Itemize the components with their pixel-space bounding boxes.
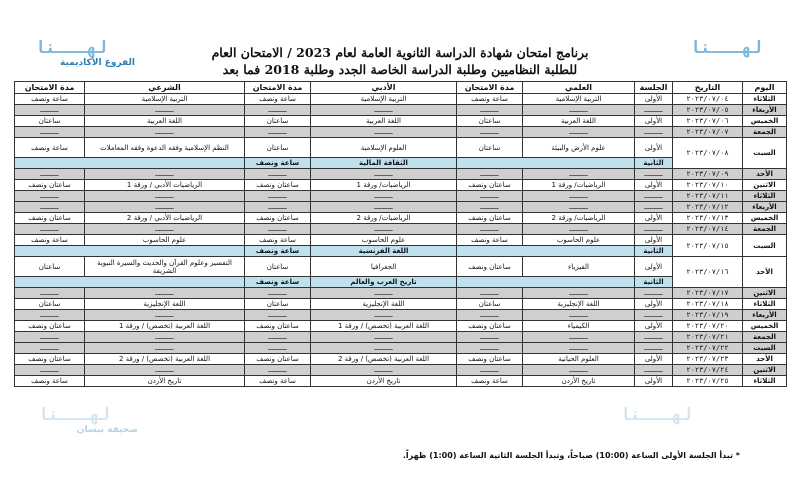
day-cell: الثلاثاء: [743, 191, 787, 202]
literary-subject-cell: علوم الحاسوب: [311, 235, 457, 246]
day-cell: الجمعة: [743, 127, 787, 138]
session-cell: الأولى: [635, 299, 673, 310]
sharia-subject-cell: التفسير وعلوم القرآن والحديث والسيرة النبوية الشريفة: [85, 257, 245, 277]
table-row-second-session: [15, 277, 787, 288]
scientific-subject-cell: اللغة العربية: [523, 116, 635, 127]
sharia-duration-cell: ساعتان: [15, 116, 85, 127]
shar_dur-cell: ـــــــــ: [15, 191, 85, 202]
session-cell: ـــــــــ: [635, 191, 673, 202]
lit_dur-cell: ـــــــــ: [245, 332, 311, 343]
sharia-subject-cell: اللغة العربية: [85, 116, 245, 127]
session-cell: ـــــــــ: [635, 332, 673, 343]
table-row: [15, 191, 787, 202]
session-cell: الثانية: [635, 158, 673, 169]
blank-cell: [457, 246, 635, 257]
session-cell: ـــــــــ: [635, 343, 673, 354]
table-row: [15, 213, 787, 224]
session-cell: الأولى: [635, 321, 673, 332]
table-row: [15, 257, 787, 277]
sci-cell: ـــــــــ: [523, 127, 635, 138]
literary-duration-cell: ساعتان: [245, 138, 311, 158]
date-cell: ٢٠٢٣/٠٧/٠٦: [673, 116, 743, 127]
literary-subject-cell: اللغة العربية (تخصص) / ورقة 2: [311, 354, 457, 365]
literary-subject-cell: العلوم الإسلامية: [311, 138, 457, 158]
sci-cell: ـــــــــ: [523, 191, 635, 202]
session-cell: ـــــــــ: [635, 202, 673, 213]
shar-cell: ـــــــــ: [85, 310, 245, 321]
date-cell: ٢٠٢٣/٠٧/٠٨: [673, 138, 743, 169]
header-literary: الأدبي: [311, 82, 457, 94]
scientific-subject-cell: الكيمياء: [523, 321, 635, 332]
day-cell: الأربعاء: [743, 105, 787, 116]
session-cell: الأولى: [635, 116, 673, 127]
literary-subject-cell: التربية الإسلامية: [311, 94, 457, 105]
shar_dur-cell: ـــــــــ: [15, 105, 85, 116]
sharia-subject-cell: تاريخ الأردن: [85, 376, 245, 387]
sci-cell: ـــــــــ: [523, 310, 635, 321]
day-cell: السبت: [743, 343, 787, 354]
date-cell: ٢٠٢٣/٠٧/١٠: [673, 180, 743, 191]
logo-left: [35, 38, 135, 78]
day-cell: الثلاثاء: [743, 299, 787, 310]
schedule-table: [14, 81, 787, 387]
literary-subject-cell: اللغة العربية (تخصص) / ورقة 1: [311, 321, 457, 332]
scientific-subject-cell: الرياضيات/ ورقة 2: [523, 213, 635, 224]
sci-cell: ـــــــــ: [523, 343, 635, 354]
sci_dur-cell: ـــــــــ: [457, 202, 523, 213]
date-cell: ٢٠٢٣/٠٧/١٢: [673, 202, 743, 213]
session-cell: الأولى: [635, 94, 673, 105]
session-cell: ـــــــــ: [635, 310, 673, 321]
literary-subject-cell: الرياضيات/ ورقة 2: [311, 213, 457, 224]
table-row: [15, 343, 787, 354]
header-date: التاريخ: [673, 82, 743, 94]
blank-cell: [457, 158, 635, 169]
sharia-subject-cell: الرياضيات الأدبي / ورقة 2: [85, 213, 245, 224]
lit-cell: ـــــــــ: [311, 310, 457, 321]
sharia-subject-cell: اللغة العربية (تخصص) / ورقة 2: [85, 354, 245, 365]
day-cell: الثلاثاء: [743, 94, 787, 105]
date-cell: ٢٠٢٣/٠٧/١٨: [673, 299, 743, 310]
table-row: [15, 180, 787, 191]
date-cell: ٢٠٢٣/٠٧/٢٥: [673, 376, 743, 387]
shar_dur-cell: ـــــــــ: [15, 224, 85, 235]
scientific-subject-cell: الرياضيات/ ورقة 1: [523, 180, 635, 191]
sharia-subject-cell: اللغة العربية (تخصص) / ورقة 1: [85, 321, 245, 332]
sharia-duration-cell: ساعتان ونصف: [15, 354, 85, 365]
sharia-subject-cell: علوم الحاسوب: [85, 235, 245, 246]
shar-cell: ـــــــــ: [85, 288, 245, 299]
sci_dur-cell: ـــــــــ: [457, 127, 523, 138]
sharia-duration-cell: ساعة ونصف: [15, 376, 85, 387]
day-cell: الثلاثاء: [743, 376, 787, 387]
shar_dur-cell: ـــــــــ: [15, 288, 85, 299]
literary-subject-cell: الثقافة المالية: [311, 158, 457, 169]
date-cell: ٢٠٢٣/٠٧/١٧: [673, 288, 743, 299]
day-cell: الجمعة: [743, 332, 787, 343]
lit-cell: ـــــــــ: [311, 191, 457, 202]
table-row: [15, 332, 787, 343]
watermark-left-mark: لهـــنا: [38, 405, 110, 425]
lit_dur-cell: ـــــــــ: [245, 365, 311, 376]
date-cell: ٢٠٢٣/٠٧/٢٤: [673, 365, 743, 376]
day-cell: السبت: [743, 138, 787, 169]
title-line-1: برنامج امتحان شهادة الدراسة الثانوية العامة لعام 2023 / الامتحان العام: [211, 45, 589, 60]
scientific-duration-cell: ساعتان: [457, 116, 523, 127]
day-cell: الأحد: [743, 354, 787, 365]
literary-subject-cell: الجغرافيا: [311, 257, 457, 277]
session-cell: ـــــــــ: [635, 365, 673, 376]
day-cell: الأربعاء: [743, 202, 787, 213]
sharia-duration-cell: ساعتان: [15, 257, 85, 277]
date-cell: ٢٠٢٣/٠٧/٠٧: [673, 127, 743, 138]
date-cell: ٢٠٢٣/٠٧/١٣: [673, 213, 743, 224]
shar_dur-cell: ـــــــــ: [15, 343, 85, 354]
table-row: [15, 310, 787, 321]
shar-cell: ـــــــــ: [85, 191, 245, 202]
scientific-subject-cell: اللغة الإنجليزية: [523, 299, 635, 310]
watermark-left-sub: صحيفة نيسان: [76, 425, 138, 435]
sci-cell: ـــــــــ: [523, 224, 635, 235]
table-row: [15, 127, 787, 138]
literary-duration-cell: ساعة ونصف: [245, 235, 311, 246]
literary-duration-cell: ساعة ونصف: [245, 277, 311, 288]
scientific-subject-cell: الفيزياء: [523, 257, 635, 277]
footnote: * تبدأ الجلسة الأولى الساعة (10:00) صباحاً، وتبدأ الجلسة الثانية الساعة (1:00) ظهراً.: [402, 451, 740, 460]
scientific-duration-cell: ساعتان ونصف: [457, 180, 523, 191]
sharia-duration-cell: ساعتان ونصف: [15, 321, 85, 332]
watermark-right-mark: لهـــنا: [620, 405, 692, 425]
blank-cell: [15, 246, 245, 257]
literary-duration-cell: ساعة ونصف: [245, 94, 311, 105]
scientific-duration-cell: ساعتان ونصف: [457, 321, 523, 332]
lit-cell: ـــــــــ: [311, 365, 457, 376]
date-cell: ٢٠٢٣/٠٧/٠٤: [673, 94, 743, 105]
sci_dur-cell: ـــــــــ: [457, 343, 523, 354]
shar-cell: ـــــــــ: [85, 332, 245, 343]
literary-subject-cell: اللغة الفرنسية: [311, 246, 457, 257]
sharia-subject-cell: النظم الإسلامية وفقه الدعوة وفقه المعاملات: [85, 138, 245, 158]
date-cell: ٢٠٢٣/٠٧/١٥: [673, 235, 743, 257]
lit_dur-cell: ـــــــــ: [245, 191, 311, 202]
session-cell: الثانية: [635, 246, 673, 257]
literary-duration-cell: ساعة ونصف: [245, 376, 311, 387]
day-cell: الجمعة: [743, 224, 787, 235]
sci-cell: ـــــــــ: [523, 202, 635, 213]
table-row: [15, 138, 787, 158]
table-row: [15, 105, 787, 116]
header-row: [15, 82, 787, 94]
literary-subject-cell: الرياضيات/ ورقة 1: [311, 180, 457, 191]
table-row: [15, 354, 787, 365]
day-cell: الخميس: [743, 213, 787, 224]
literary-duration-cell: ساعتان ونصف: [245, 213, 311, 224]
sharia-subject-cell: اللغة الإنجليزية: [85, 299, 245, 310]
lit-cell: ـــــــــ: [311, 224, 457, 235]
date-cell: ٢٠٢٣/٠٧/١١: [673, 191, 743, 202]
literary-duration-cell: ساعتان ونصف: [245, 321, 311, 332]
sci_dur-cell: ـــــــــ: [457, 365, 523, 376]
day-cell: الاثنين: [743, 365, 787, 376]
table-row: [15, 321, 787, 332]
sci-cell: ـــــــــ: [523, 365, 635, 376]
header-day: اليوم: [743, 82, 787, 94]
watermark-bottom-right: [620, 405, 720, 445]
scientific-duration-cell: ساعتان ونصف: [457, 257, 523, 277]
session-cell: الأولى: [635, 180, 673, 191]
literary-duration-cell: ساعتان: [245, 116, 311, 127]
date-cell: ٢٠٢٣/٠٧/٢٣: [673, 354, 743, 365]
table-row-second-session: [15, 158, 787, 169]
scientific-duration-cell: ساعتان: [457, 299, 523, 310]
sci_dur-cell: ـــــــــ: [457, 105, 523, 116]
table-row-second-session: [15, 246, 787, 257]
shar-cell: ـــــــــ: [85, 169, 245, 180]
scientific-subject-cell: العلوم الحياتية: [523, 354, 635, 365]
lit_dur-cell: ـــــــــ: [245, 105, 311, 116]
sci_dur-cell: ـــــــــ: [457, 169, 523, 180]
session-cell: الأولى: [635, 257, 673, 277]
page-title: [130, 44, 670, 78]
day-cell: الاثنين: [743, 288, 787, 299]
scientific-duration-cell: ساعة ونصف: [457, 94, 523, 105]
scientific-duration-cell: ساعتان ونصف: [457, 213, 523, 224]
date-cell: ٢٠٢٣/٠٧/١٦: [673, 257, 743, 288]
title-line-2: للطلبة النظاميين وطلبة الدراسة الخاصة الجدد وطلبة 2018 فما بعد: [222, 62, 578, 77]
scientific-duration-cell: ساعة ونصف: [457, 376, 523, 387]
shar_dur-cell: ـــــــــ: [15, 127, 85, 138]
shar-cell: ـــــــــ: [85, 224, 245, 235]
shar_dur-cell: ـــــــــ: [15, 332, 85, 343]
lit_dur-cell: ـــــــــ: [245, 127, 311, 138]
session-cell: الأولى: [635, 354, 673, 365]
shar-cell: ـــــــــ: [85, 127, 245, 138]
lit-cell: ـــــــــ: [311, 332, 457, 343]
sci-cell: ـــــــــ: [523, 332, 635, 343]
sci-cell: ـــــــــ: [523, 169, 635, 180]
logo-left-mark: لهـــنا: [35, 38, 107, 58]
shar_dur-cell: ـــــــــ: [15, 365, 85, 376]
shar-cell: ـــــــــ: [85, 202, 245, 213]
logo-right-mark: لهـــنا: [690, 38, 762, 58]
scientific-subject-cell: علوم الأرض والبيئة: [523, 138, 635, 158]
literary-duration-cell: ساعة ونصف: [245, 246, 311, 257]
watermark-bottom-left: [38, 405, 138, 445]
header-sharia: الشرعي: [85, 82, 245, 94]
sharia-subject-cell: التربية الإسلامية: [85, 94, 245, 105]
date-cell: ٢٠٢٣/٠٧/٠٥: [673, 105, 743, 116]
lit-cell: ـــــــــ: [311, 343, 457, 354]
lit_dur-cell: ـــــــــ: [245, 310, 311, 321]
day-cell: الخميس: [743, 116, 787, 127]
sharia-duration-cell: ساعتان ونصف: [15, 213, 85, 224]
date-cell: ٢٠٢٣/٠٧/٢٠: [673, 321, 743, 332]
blank-cell: [15, 158, 245, 169]
lit-cell: ـــــــــ: [311, 288, 457, 299]
day-cell: الاثنين: [743, 180, 787, 191]
header-session: الجلسة: [635, 82, 673, 94]
table-row: [15, 169, 787, 180]
shar_dur-cell: ـــــــــ: [15, 202, 85, 213]
literary-duration-cell: ساعتان ونصف: [245, 354, 311, 365]
blank-cell: [457, 277, 635, 288]
header-scientific: العلمي: [523, 82, 635, 94]
shar_dur-cell: ـــــــــ: [15, 310, 85, 321]
lit_dur-cell: ـــــــــ: [245, 169, 311, 180]
lit_dur-cell: ـــــــــ: [245, 343, 311, 354]
literary-subject-cell: اللغة الإنجليزية: [311, 299, 457, 310]
lit_dur-cell: ـــــــــ: [245, 202, 311, 213]
literary-duration-cell: ساعتان: [245, 299, 311, 310]
table-row: [15, 224, 787, 235]
day-cell: الأربعاء: [743, 310, 787, 321]
literary-duration-cell: ساعتان: [245, 257, 311, 277]
scientific-subject-cell: التربية الإسلامية: [523, 94, 635, 105]
date-cell: ٢٠٢٣/٠٧/١٩: [673, 310, 743, 321]
day-cell: السبت: [743, 235, 787, 257]
table-row: [15, 235, 787, 246]
sharia-subject-cell: الرياضيات الأدبي / ورقة 1: [85, 180, 245, 191]
date-cell: ٢٠٢٣/٠٧/٠٩: [673, 169, 743, 180]
sharia-duration-cell: ساعة ونصف: [15, 235, 85, 246]
table-row: [15, 365, 787, 376]
logo-right: [690, 38, 790, 78]
day-cell: الأحد: [743, 257, 787, 288]
session-cell: الأولى: [635, 138, 673, 158]
scientific-duration-cell: ساعتان: [457, 138, 523, 158]
shar_dur-cell: ـــــــــ: [15, 169, 85, 180]
date-cell: ٢٠٢٣/٠٧/١٤: [673, 224, 743, 235]
literary-subject-cell: تاريخ العرب والعالم: [311, 277, 457, 288]
literary-subject-cell: تاريخ الأردن: [311, 376, 457, 387]
scientific-subject-cell: علوم الحاسوب: [523, 235, 635, 246]
date-cell: ٢٠٢٣/٠٧/٢١: [673, 332, 743, 343]
table-row: [15, 299, 787, 310]
session-cell: ـــــــــ: [635, 224, 673, 235]
session-cell: ـــــــــ: [635, 105, 673, 116]
shar-cell: ـــــــــ: [85, 365, 245, 376]
sci_dur-cell: ـــــــــ: [457, 288, 523, 299]
sharia-duration-cell: ساعة ونصف: [15, 94, 85, 105]
sharia-duration-cell: ساعة ونصف: [15, 138, 85, 158]
table-row: [15, 376, 787, 387]
lit-cell: ـــــــــ: [311, 169, 457, 180]
sharia-duration-cell: ساعتان ونصف: [15, 180, 85, 191]
table-row: [15, 202, 787, 213]
blank-cell: [15, 277, 245, 288]
literary-duration-cell: ساعة ونصف: [245, 158, 311, 169]
logo-left-subtitle: الفروع الأكاديمية: [60, 58, 135, 68]
sci-cell: ـــــــــ: [523, 288, 635, 299]
schedule-body: [15, 94, 787, 387]
sci-cell: ـــــــــ: [523, 105, 635, 116]
scientific-duration-cell: ساعة ونصف: [457, 235, 523, 246]
scientific-subject-cell: تاريخ الأردن: [523, 376, 635, 387]
session-cell: ـــــــــ: [635, 288, 673, 299]
session-cell: ـــــــــ: [635, 127, 673, 138]
sci_dur-cell: ـــــــــ: [457, 191, 523, 202]
session-cell: الأولى: [635, 376, 673, 387]
header-duration-sharia: مدة الامتحان: [15, 82, 85, 94]
table-row: [15, 116, 787, 127]
lit-cell: ـــــــــ: [311, 202, 457, 213]
lit-cell: ـــــــــ: [311, 127, 457, 138]
date-cell: ٢٠٢٣/٠٧/٢٢: [673, 343, 743, 354]
session-cell: ـــــــــ: [635, 169, 673, 180]
day-cell: الخميس: [743, 321, 787, 332]
sharia-duration-cell: ساعتان: [15, 299, 85, 310]
lit-cell: ـــــــــ: [311, 105, 457, 116]
session-cell: الثانية: [635, 277, 673, 288]
session-cell: الأولى: [635, 235, 673, 246]
shar-cell: ـــــــــ: [85, 343, 245, 354]
header-duration-literary: مدة الامتحان: [245, 82, 311, 94]
table-row: [15, 94, 787, 105]
sci_dur-cell: ـــــــــ: [457, 224, 523, 235]
literary-subject-cell: اللغة العربية: [311, 116, 457, 127]
session-cell: الأولى: [635, 213, 673, 224]
day-cell: الأحد: [743, 169, 787, 180]
scientific-duration-cell: ساعتان ونصف: [457, 354, 523, 365]
table-row: [15, 288, 787, 299]
sci_dur-cell: ـــــــــ: [457, 332, 523, 343]
sci_dur-cell: ـــــــــ: [457, 310, 523, 321]
lit_dur-cell: ـــــــــ: [245, 224, 311, 235]
shar-cell: ـــــــــ: [85, 105, 245, 116]
lit_dur-cell: ـــــــــ: [245, 288, 311, 299]
header-duration-scientific: مدة الامتحان: [457, 82, 523, 94]
literary-duration-cell: ساعتان ونصف: [245, 180, 311, 191]
